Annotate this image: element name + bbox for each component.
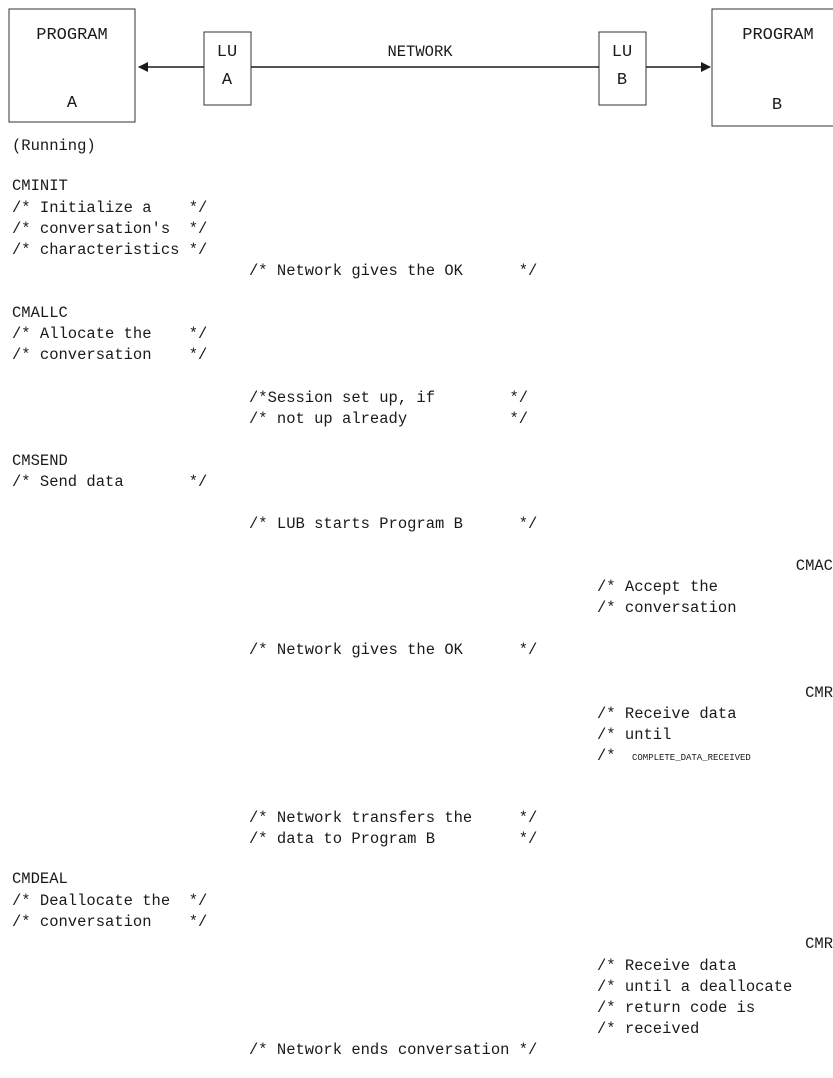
cmr-comment-line: /* until bbox=[597, 726, 672, 744]
program-a-box bbox=[9, 9, 135, 122]
network-event-transfer: /* Network transfers the */ bbox=[249, 809, 538, 827]
cmdeal-call: CMDEAL bbox=[12, 870, 68, 888]
cmdeal-comment-line: /* Deallocate the */ bbox=[12, 892, 208, 910]
cminit-comment-line: /* Initialize a */ bbox=[12, 199, 208, 217]
cmr-comment-line: /* received bbox=[597, 1020, 700, 1038]
program-b-letter: B bbox=[771, 96, 783, 115]
network-event-ok: /* Network gives the OK */ bbox=[249, 641, 538, 659]
cmsend-call: CMSEND bbox=[12, 452, 68, 470]
cmac-comment-line: /* conversation bbox=[597, 599, 737, 617]
lu-a-box bbox=[204, 32, 251, 105]
cmsend-block bbox=[12, 452, 207, 491]
cmdeal-block bbox=[12, 870, 207, 931]
lu-b-box bbox=[599, 32, 646, 105]
cmac-call: CMAC bbox=[795, 557, 833, 575]
program-b-box bbox=[712, 9, 833, 126]
cmr-block-1 bbox=[597, 684, 833, 765]
cmdeal-comment-line: /* conversation */ bbox=[12, 913, 208, 931]
lu-b-top: LU bbox=[611, 43, 633, 62]
program-a-letter: A bbox=[66, 94, 78, 113]
cmallc-block bbox=[12, 304, 207, 364]
cmr-call: CMR bbox=[805, 935, 833, 953]
network-event-session: /* not up already */ bbox=[249, 410, 529, 428]
network-event-session: /*Session set up, if */ bbox=[249, 389, 529, 407]
complete-data-received-code: COMPLETE_DATA_RECEIVED bbox=[632, 753, 751, 763]
cmr-comment-line: /* Receive data bbox=[597, 705, 737, 723]
network-event-ends: /* Network ends conversation */ bbox=[249, 1041, 538, 1059]
cmr-comment-line: /* bbox=[597, 747, 625, 765]
cminit-call: CMINIT bbox=[12, 177, 68, 195]
cmallc-comment-line: /* conversation */ bbox=[12, 346, 208, 364]
program-b-title: PROGRAM bbox=[742, 26, 814, 45]
cmr-block-2 bbox=[597, 935, 833, 1038]
cmallc-comment-line: /* Allocate the */ bbox=[12, 325, 208, 343]
program-a-title: PROGRAM bbox=[36, 26, 108, 45]
cmac-block bbox=[597, 557, 833, 617]
program-a-state: (Running) bbox=[12, 137, 96, 155]
cminit-comment-line: /* characteristics */ bbox=[12, 241, 208, 259]
cmac-comment-line: /* Accept the bbox=[597, 578, 718, 596]
network-event-lub-starts: /* LUB starts Program B */ bbox=[249, 515, 538, 533]
cmr-comment-line: /* return code is bbox=[597, 999, 756, 1017]
network-label: NETWORK bbox=[387, 43, 453, 61]
lu-a-bottom: A bbox=[221, 71, 233, 90]
network-event-ok: /* Network gives the OK */ bbox=[249, 262, 538, 280]
cminit-block bbox=[12, 177, 207, 259]
cmr-comment-line: /* until a deallocate bbox=[597, 978, 793, 996]
cmsend-comment-line: /* Send data */ bbox=[12, 473, 208, 491]
lu-a-top: LU bbox=[216, 43, 238, 62]
lu-b-bottom: B bbox=[616, 71, 628, 90]
cmr-comment-line: /* Receive data bbox=[597, 957, 737, 975]
cminit-comment-line: /* conversation's */ bbox=[12, 220, 208, 238]
cmallc-call: CMALLC bbox=[12, 304, 68, 322]
cmr-call: CMR bbox=[805, 684, 833, 702]
network-event-transfer: /* data to Program B */ bbox=[249, 830, 538, 848]
